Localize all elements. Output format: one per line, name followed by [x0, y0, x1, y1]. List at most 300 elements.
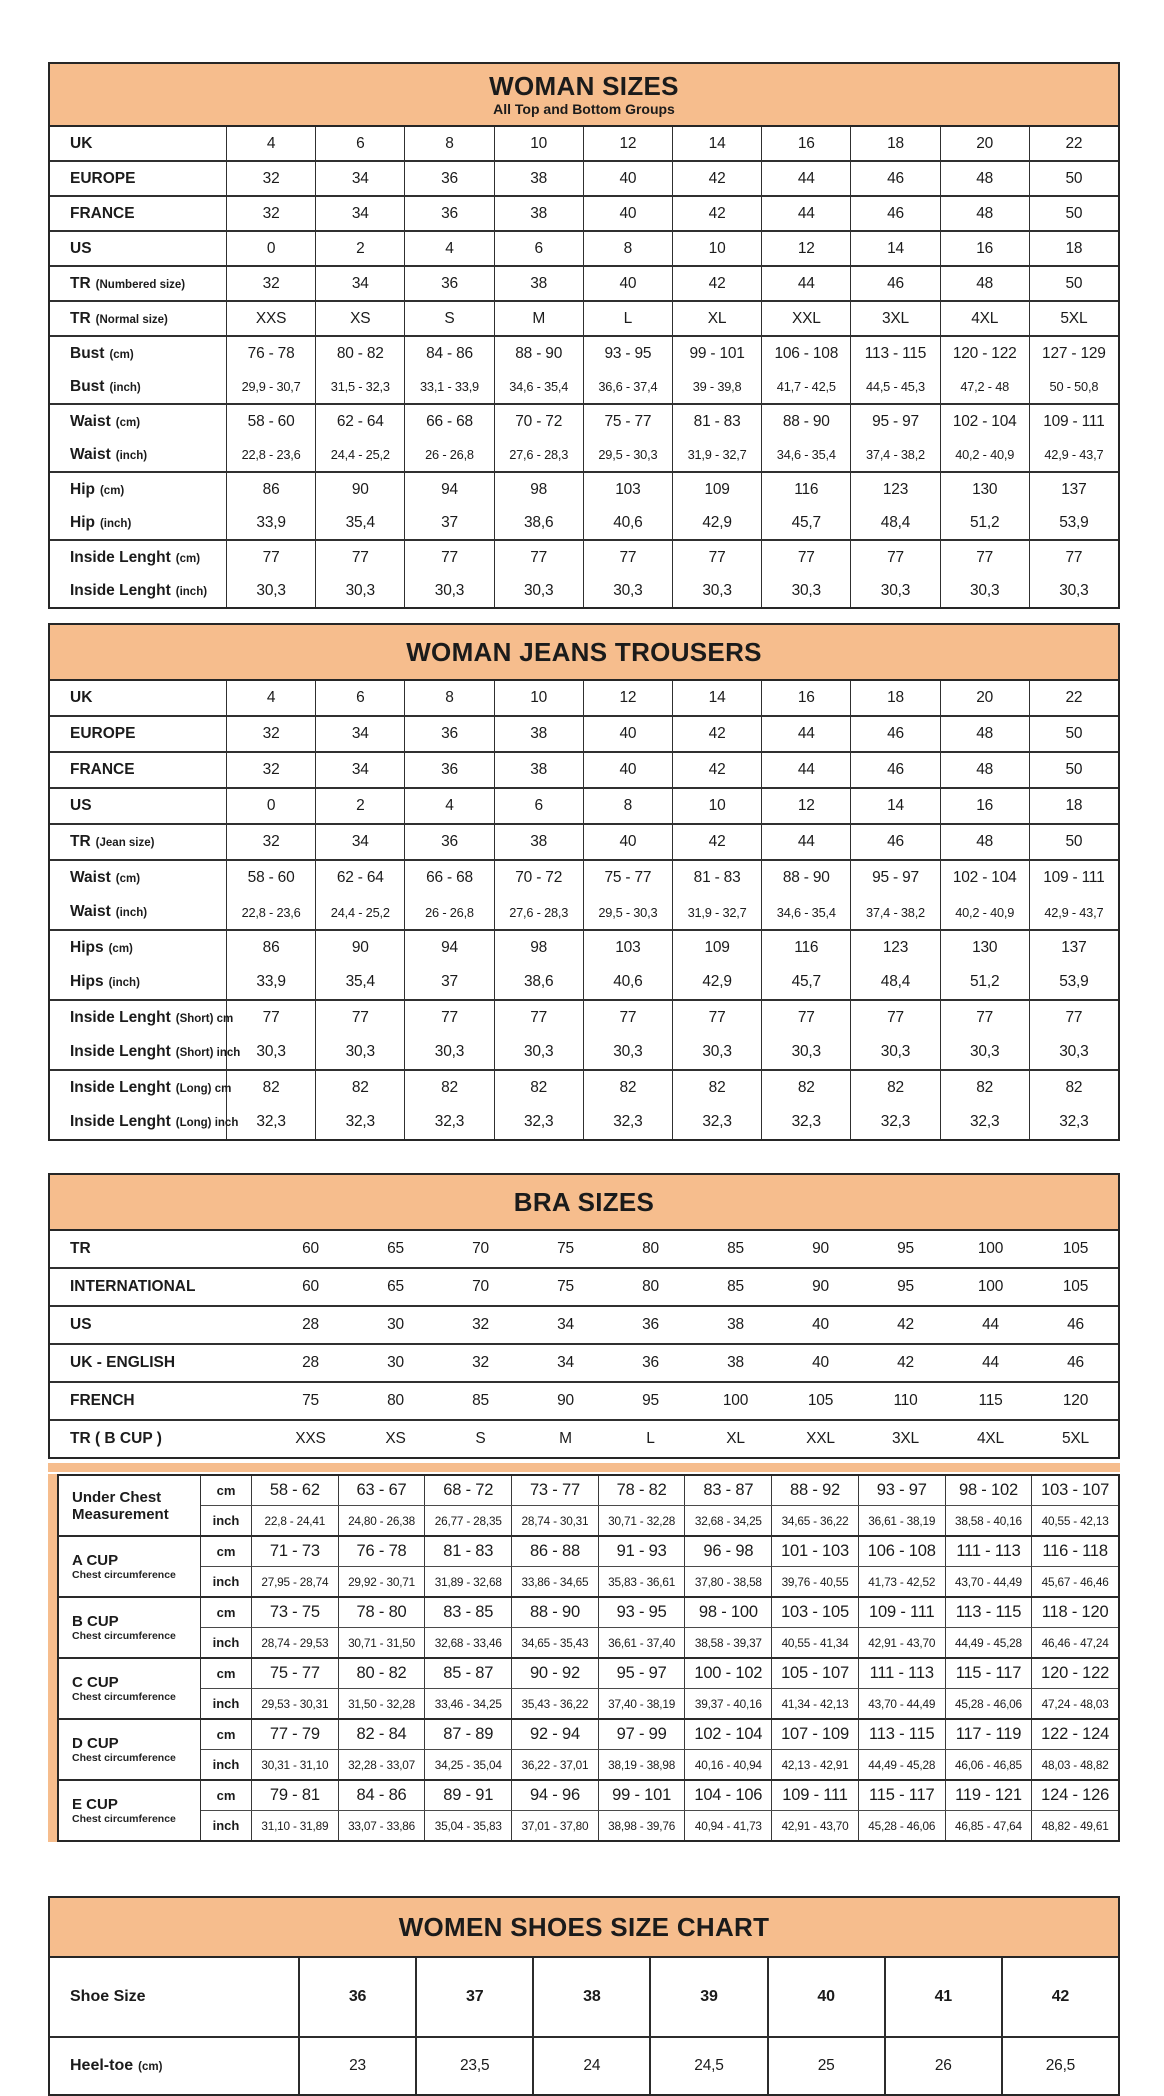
cell: 38,58 - 40,16: [945, 1506, 1032, 1535]
cell: 48: [940, 162, 1029, 195]
cell: 40,94 - 41,73: [684, 1811, 771, 1840]
cell: 22: [1029, 681, 1118, 715]
cell: 42: [672, 825, 761, 859]
cell: XXL: [761, 302, 850, 335]
cell: 103: [583, 473, 672, 506]
cell: 33,86 - 34,65: [511, 1567, 598, 1596]
cup-group: [59, 1596, 1118, 1657]
cell: 41,34 - 42,13: [771, 1689, 858, 1718]
row-label-text: Inside Lenght: [70, 581, 171, 599]
cell: 31,10 - 31,89: [251, 1811, 338, 1840]
cell: 26 - 26,8: [404, 895, 493, 929]
cell: 34,6 - 35,4: [494, 370, 583, 403]
cell: 36: [642, 1354, 659, 1371]
cell: 30,3: [672, 574, 761, 607]
cell: 46,46 - 47,24: [1031, 1628, 1118, 1657]
cup-group: [59, 1779, 1118, 1840]
cell: 35,4: [315, 506, 404, 539]
cell: 80 - 82: [338, 1659, 425, 1688]
table-row: [50, 1105, 1118, 1139]
row-label-text: TR: [70, 274, 91, 292]
row-label: [50, 1035, 241, 1069]
cell: XL: [726, 1430, 745, 1447]
cell: 60: [302, 1240, 319, 1257]
table-row: [201, 1598, 1118, 1627]
row-label-note: (inch): [115, 907, 148, 919]
cell: 32: [226, 825, 315, 859]
cell: 90: [812, 1278, 829, 1295]
cell: 30,3: [583, 574, 672, 607]
row-label-text: TR: [70, 309, 91, 327]
cell: 30,3: [494, 574, 583, 607]
cell: 14: [850, 789, 939, 823]
cell: 46: [850, 162, 939, 195]
cell: 30,3: [940, 574, 1029, 607]
cell: 98 - 102: [945, 1476, 1032, 1505]
cell: 14: [672, 681, 761, 715]
cell: 41,73 - 42,52: [858, 1567, 945, 1596]
row-label: [50, 1421, 268, 1457]
cell: 109: [672, 931, 761, 965]
cell: 4XL: [977, 1430, 1004, 1447]
cell: 65: [387, 1278, 404, 1295]
cell: 105: [1062, 1240, 1089, 1257]
woman-jeans-table: [48, 623, 1120, 1141]
cell: 31,9 - 32,7: [672, 438, 761, 471]
cell: 42: [1001, 1958, 1118, 2036]
cell: 6: [494, 789, 583, 823]
cell: 77: [1029, 541, 1118, 574]
cell: 83 - 85: [424, 1598, 511, 1627]
cell: 113 - 115: [850, 337, 939, 370]
row-label: [50, 825, 226, 859]
cell: 40,2 - 40,9: [940, 895, 1029, 929]
cell: 77 - 79: [251, 1720, 338, 1749]
cell: 44,5 - 45,3: [850, 370, 939, 403]
cell: 40,6: [583, 965, 672, 999]
cell: 50: [1029, 717, 1118, 751]
cell: 85 - 87: [424, 1659, 511, 1688]
cell: 73 - 77: [511, 1476, 598, 1505]
row-label-text: Waist: [70, 869, 111, 886]
row-label: [50, 895, 226, 929]
cell: 32,3: [494, 1105, 583, 1139]
cell: 30,3: [315, 1035, 404, 1069]
unit-label: inch: [212, 1757, 240, 1772]
row-label-text: FRENCH: [70, 1392, 135, 1409]
cell: 113 - 115: [858, 1720, 945, 1749]
cell: 82: [940, 1071, 1029, 1105]
cell: 46: [1067, 1316, 1084, 1333]
cell: 8: [404, 127, 493, 160]
cell: 42,9: [672, 965, 761, 999]
table-row: [50, 195, 1118, 230]
cell: 34: [315, 197, 404, 230]
row-label-text: Inside Lenght: [70, 1113, 171, 1130]
cell: 40: [583, 267, 672, 300]
cell: 35,83 - 36,61: [598, 1567, 685, 1596]
cell: 111 - 113: [858, 1659, 945, 1688]
cell: 50: [1029, 162, 1118, 195]
cell: 130: [940, 473, 1029, 506]
cell: M: [559, 1430, 572, 1447]
cell: 36: [404, 197, 493, 230]
cell: 33,46 - 34,25: [424, 1689, 511, 1718]
cell: 32: [226, 162, 315, 195]
row-label-note: (cm): [109, 348, 134, 361]
row-label: [50, 506, 226, 539]
cell: 40: [583, 717, 672, 751]
table-row: [201, 1476, 1118, 1505]
cell: 44: [761, 717, 850, 751]
shoes-table: [48, 1896, 1120, 2096]
cell: 38,58 - 39,37: [684, 1628, 771, 1657]
cell: L: [583, 302, 672, 335]
unit-label: cm: [216, 1666, 236, 1681]
cell: 5XL: [1062, 1430, 1089, 1447]
row-label: [50, 541, 226, 574]
cell: 14: [850, 232, 939, 265]
cell: 24,5: [649, 2038, 766, 2094]
cell: 10: [494, 681, 583, 715]
cell: 32: [226, 753, 315, 787]
cell: 118 - 120: [1031, 1598, 1118, 1627]
cell: 24,4 - 25,2: [315, 895, 404, 929]
cell: 98: [494, 931, 583, 965]
row-label: [50, 861, 226, 895]
row-label-note: Chest circumference: [72, 1629, 176, 1642]
cell: 30,3: [1029, 574, 1118, 607]
cell: 36: [404, 753, 493, 787]
cell: 88 - 90: [494, 337, 583, 370]
cell: 35,4: [315, 965, 404, 999]
cell: 37,4 - 38,2: [850, 895, 939, 929]
table-row: [50, 539, 1118, 574]
row-label-note: (Long) inch: [175, 1117, 239, 1129]
cell: 37,80 - 38,58: [684, 1567, 771, 1596]
row-label-text: Inside Lenght: [70, 1043, 171, 1060]
cell: 93 - 95: [598, 1598, 685, 1627]
row-label-note: (inch): [109, 381, 141, 394]
row-label-text: US: [70, 1316, 92, 1333]
table-row: [201, 1749, 1118, 1779]
cell: 80: [387, 1392, 404, 1409]
cell: 38: [494, 197, 583, 230]
cell: 95 - 97: [850, 861, 939, 895]
row-label-text: Inside Lenght: [70, 1079, 171, 1096]
row-label-note: (Numbered size): [95, 278, 186, 291]
table-row: [50, 715, 1118, 751]
unit-label: cm: [216, 1483, 236, 1498]
cell: 46: [850, 267, 939, 300]
cell: 36: [298, 1958, 415, 2036]
cell: 24,4 - 25,2: [315, 438, 404, 471]
row-label-note: Chest circumference: [72, 1751, 176, 1764]
cell: 42,9: [672, 506, 761, 539]
cell: 82: [315, 1071, 404, 1105]
cell: 103 - 105: [771, 1598, 858, 1627]
row-label: [50, 1071, 232, 1105]
cell: 75 - 77: [583, 861, 672, 895]
cell: 47,2 - 48: [940, 370, 1029, 403]
cell: 39,76 - 40,55: [771, 1567, 858, 1596]
row-label-text: INTERNATIONAL: [70, 1278, 196, 1295]
table-row: [50, 965, 1118, 999]
cell: 90: [812, 1240, 829, 1257]
cell: 40: [812, 1316, 829, 1333]
row-label-note: (inch): [99, 517, 132, 530]
cell: 37: [415, 1958, 532, 2036]
cell: 4: [404, 232, 493, 265]
cell: 75: [557, 1278, 574, 1295]
cell: 32,68 - 33,46: [424, 1628, 511, 1657]
cell: 45,7: [761, 965, 850, 999]
cell: 37: [404, 965, 493, 999]
cell: 105: [1062, 1278, 1089, 1295]
cell: 77: [404, 541, 493, 574]
row-label-note: (cm): [115, 416, 141, 429]
cell: 82: [494, 1071, 583, 1105]
cell: 28,74 - 30,31: [511, 1506, 598, 1535]
cell: 36: [404, 825, 493, 859]
cell: 102 - 104: [940, 405, 1029, 438]
cell: 30,3: [1029, 1035, 1118, 1069]
cell: 77: [226, 1001, 315, 1035]
row-label-text: D CUP: [72, 1734, 119, 1752]
table-title: WOMEN SHOES SIZE CHART: [398, 1911, 770, 1942]
cell: 46: [850, 825, 939, 859]
cell: 77: [583, 1001, 672, 1035]
cell: 46,06 - 46,85: [945, 1750, 1032, 1779]
cell: 18: [850, 681, 939, 715]
cell: 39,37 - 40,16: [684, 1689, 771, 1718]
cell: 80: [642, 1278, 659, 1295]
row-label: [50, 1383, 268, 1419]
table-row: [201, 1720, 1118, 1749]
cell: 0: [226, 789, 315, 823]
row-label: [50, 473, 226, 506]
cell: 34: [315, 162, 404, 195]
cell: 120 - 122: [1031, 1659, 1118, 1688]
unit-label: cm: [216, 1605, 236, 1620]
row-label: [50, 1958, 298, 2036]
row-label-text: Hips: [70, 939, 104, 956]
cell: 30,31 - 31,10: [251, 1750, 338, 1779]
row-label-text: FRANCE: [70, 761, 135, 778]
woman-jeans-rows: [50, 681, 1118, 1139]
cell: 110: [893, 1392, 918, 1409]
cell: 22,8 - 24,41: [251, 1506, 338, 1535]
cell: 116 - 118: [1031, 1537, 1118, 1566]
cell: 76 - 78: [226, 337, 315, 370]
row-label-note: (cm): [108, 943, 133, 955]
cell: 8: [583, 789, 672, 823]
cell: 44: [982, 1354, 999, 1371]
cell: 16: [940, 789, 1029, 823]
row-label-note: (Jean size): [95, 837, 155, 849]
table-row: [201, 1688, 1118, 1718]
unit-label: cm: [216, 1727, 236, 1742]
cell: 99 - 101: [598, 1781, 685, 1810]
cell: 85: [472, 1392, 489, 1409]
row-label-note: Chest circumference: [72, 1568, 176, 1581]
cell: 77: [940, 541, 1029, 574]
cell: 130: [940, 931, 1029, 965]
cell: 137: [1029, 931, 1118, 965]
cell: 43,70 - 44,49: [945, 1567, 1032, 1596]
cell: 79 - 81: [251, 1781, 338, 1810]
bra-cup-section: [48, 1463, 1120, 1842]
cell: 98: [494, 473, 583, 506]
cell: 24,80 - 26,38: [338, 1506, 425, 1535]
cell: 38,19 - 38,98: [598, 1750, 685, 1779]
cell: 32: [226, 197, 315, 230]
cell: 107 - 109: [771, 1720, 858, 1749]
cell: 34: [315, 267, 404, 300]
cell: 62 - 64: [315, 405, 404, 438]
cell: 32: [226, 717, 315, 751]
cell: 34,65 - 36,22: [771, 1506, 858, 1535]
cell: 76 - 78: [338, 1537, 425, 1566]
table-row: [50, 1305, 1118, 1343]
cell: 94 - 96: [511, 1781, 598, 1810]
cell: 44: [761, 162, 850, 195]
cell: 28: [302, 1316, 319, 1333]
cell: 95 - 97: [850, 405, 939, 438]
cell: 18: [850, 127, 939, 160]
cell: 30: [387, 1354, 404, 1371]
cell: 34,65 - 35,43: [511, 1628, 598, 1657]
cell: 120 - 122: [940, 337, 1029, 370]
cell: 78 - 82: [598, 1476, 685, 1505]
cell: 6: [315, 681, 404, 715]
table-row: [201, 1627, 1118, 1657]
cell: 29,9 - 30,7: [226, 370, 315, 403]
cell: 27,95 - 28,74: [251, 1567, 338, 1596]
cell: 26: [884, 2038, 1001, 2094]
table-row: [50, 438, 1118, 471]
cell: 117 - 119: [945, 1720, 1032, 1749]
cell: 96 - 98: [684, 1537, 771, 1566]
table-row: [201, 1505, 1118, 1535]
cell: XL: [672, 302, 761, 335]
cell: 77: [672, 541, 761, 574]
cell: 18: [1029, 789, 1118, 823]
row-label: [50, 1269, 268, 1305]
cell: 77: [226, 541, 315, 574]
cell: 82: [761, 1071, 850, 1105]
cell: 42,9 - 43,7: [1029, 438, 1118, 471]
cell: 42: [897, 1316, 914, 1333]
cell: 81 - 83: [672, 405, 761, 438]
row-label-text: Measurement: [72, 1505, 169, 1523]
row-label-text: Waist: [70, 445, 111, 463]
table-row: [50, 999, 1118, 1035]
cell: 101 - 103: [771, 1537, 858, 1566]
cell: 34: [557, 1316, 574, 1333]
cell: 109 - 111: [1029, 405, 1118, 438]
cell: 82: [226, 1071, 315, 1105]
row-label-note: (Short) cm: [175, 1013, 234, 1025]
cell: 31,9 - 32,7: [672, 895, 761, 929]
cell: 30,3: [226, 1035, 315, 1069]
cell: 34: [315, 717, 404, 751]
cup-rows: [201, 1598, 1118, 1657]
cell: 35,43 - 36,22: [511, 1689, 598, 1718]
cell: 29,5 - 30,3: [583, 438, 672, 471]
cell: 50: [1029, 267, 1118, 300]
cell: 44: [761, 753, 850, 787]
unit-label: inch: [212, 1574, 240, 1589]
woman-sizes-table: [48, 62, 1120, 609]
cell: 40,16 - 40,94: [684, 1750, 771, 1779]
cell: 36,22 - 37,01: [511, 1750, 598, 1779]
row-label-note: (inch): [175, 585, 208, 598]
cell: 6: [315, 127, 404, 160]
cell: 84 - 86: [338, 1781, 425, 1810]
cell: 38: [494, 162, 583, 195]
cell: 45,67 - 46,46: [1031, 1567, 1118, 1596]
cell: 42,9 - 43,7: [1029, 895, 1118, 929]
cell: 30,3: [404, 1035, 493, 1069]
row-label: [50, 931, 226, 965]
cell: 5XL: [1029, 302, 1118, 335]
cell: 102 - 104: [684, 1720, 771, 1749]
cell: 42: [672, 267, 761, 300]
row-label-text: Hip: [70, 513, 95, 531]
row-label: [50, 1345, 268, 1381]
cell: 44: [761, 267, 850, 300]
cell: 75 - 77: [583, 405, 672, 438]
table-row: [201, 1537, 1118, 1566]
cell: 82: [672, 1071, 761, 1105]
cell: 48,4: [850, 506, 939, 539]
row-label-text: Hip: [70, 480, 95, 498]
cell: L: [646, 1430, 655, 1447]
row-label-text: UK: [70, 689, 93, 706]
row-label-text: Heel-toe: [70, 2057, 134, 2074]
cell: 42,91 - 43,70: [858, 1628, 945, 1657]
cell: 70: [472, 1278, 489, 1295]
table-row: [50, 300, 1118, 335]
cell: 22,8 - 23,6: [226, 438, 315, 471]
row-label-text: EUROPE: [70, 169, 136, 187]
cell: 50: [1029, 197, 1118, 230]
cell: 30,3: [940, 1035, 1029, 1069]
unit-label: inch: [212, 1513, 240, 1528]
cell: 100: [977, 1278, 1004, 1295]
row-label-text: Hips: [70, 973, 104, 990]
cell: 28,74 - 29,53: [251, 1628, 338, 1657]
cell: 90: [315, 931, 404, 965]
cell: 77: [940, 1001, 1029, 1035]
cell: 37,4 - 38,2: [850, 438, 939, 471]
bra-sizes-table: [48, 1173, 1120, 1459]
row-label: [50, 405, 226, 438]
cell: 48: [940, 197, 1029, 230]
row-label: [50, 1001, 234, 1035]
cup-rows: [201, 1659, 1118, 1718]
cell: 31,50 - 32,28: [338, 1689, 425, 1718]
cup-group: [59, 1718, 1118, 1779]
row-label: [50, 267, 226, 300]
cell: 31,5 - 32,3: [315, 370, 404, 403]
row-label-text: US: [70, 239, 92, 257]
cell: 95 - 97: [598, 1659, 685, 1688]
row-label: [50, 753, 226, 787]
cell: 115: [978, 1392, 1003, 1409]
cell: 33,1 - 33,9: [404, 370, 493, 403]
